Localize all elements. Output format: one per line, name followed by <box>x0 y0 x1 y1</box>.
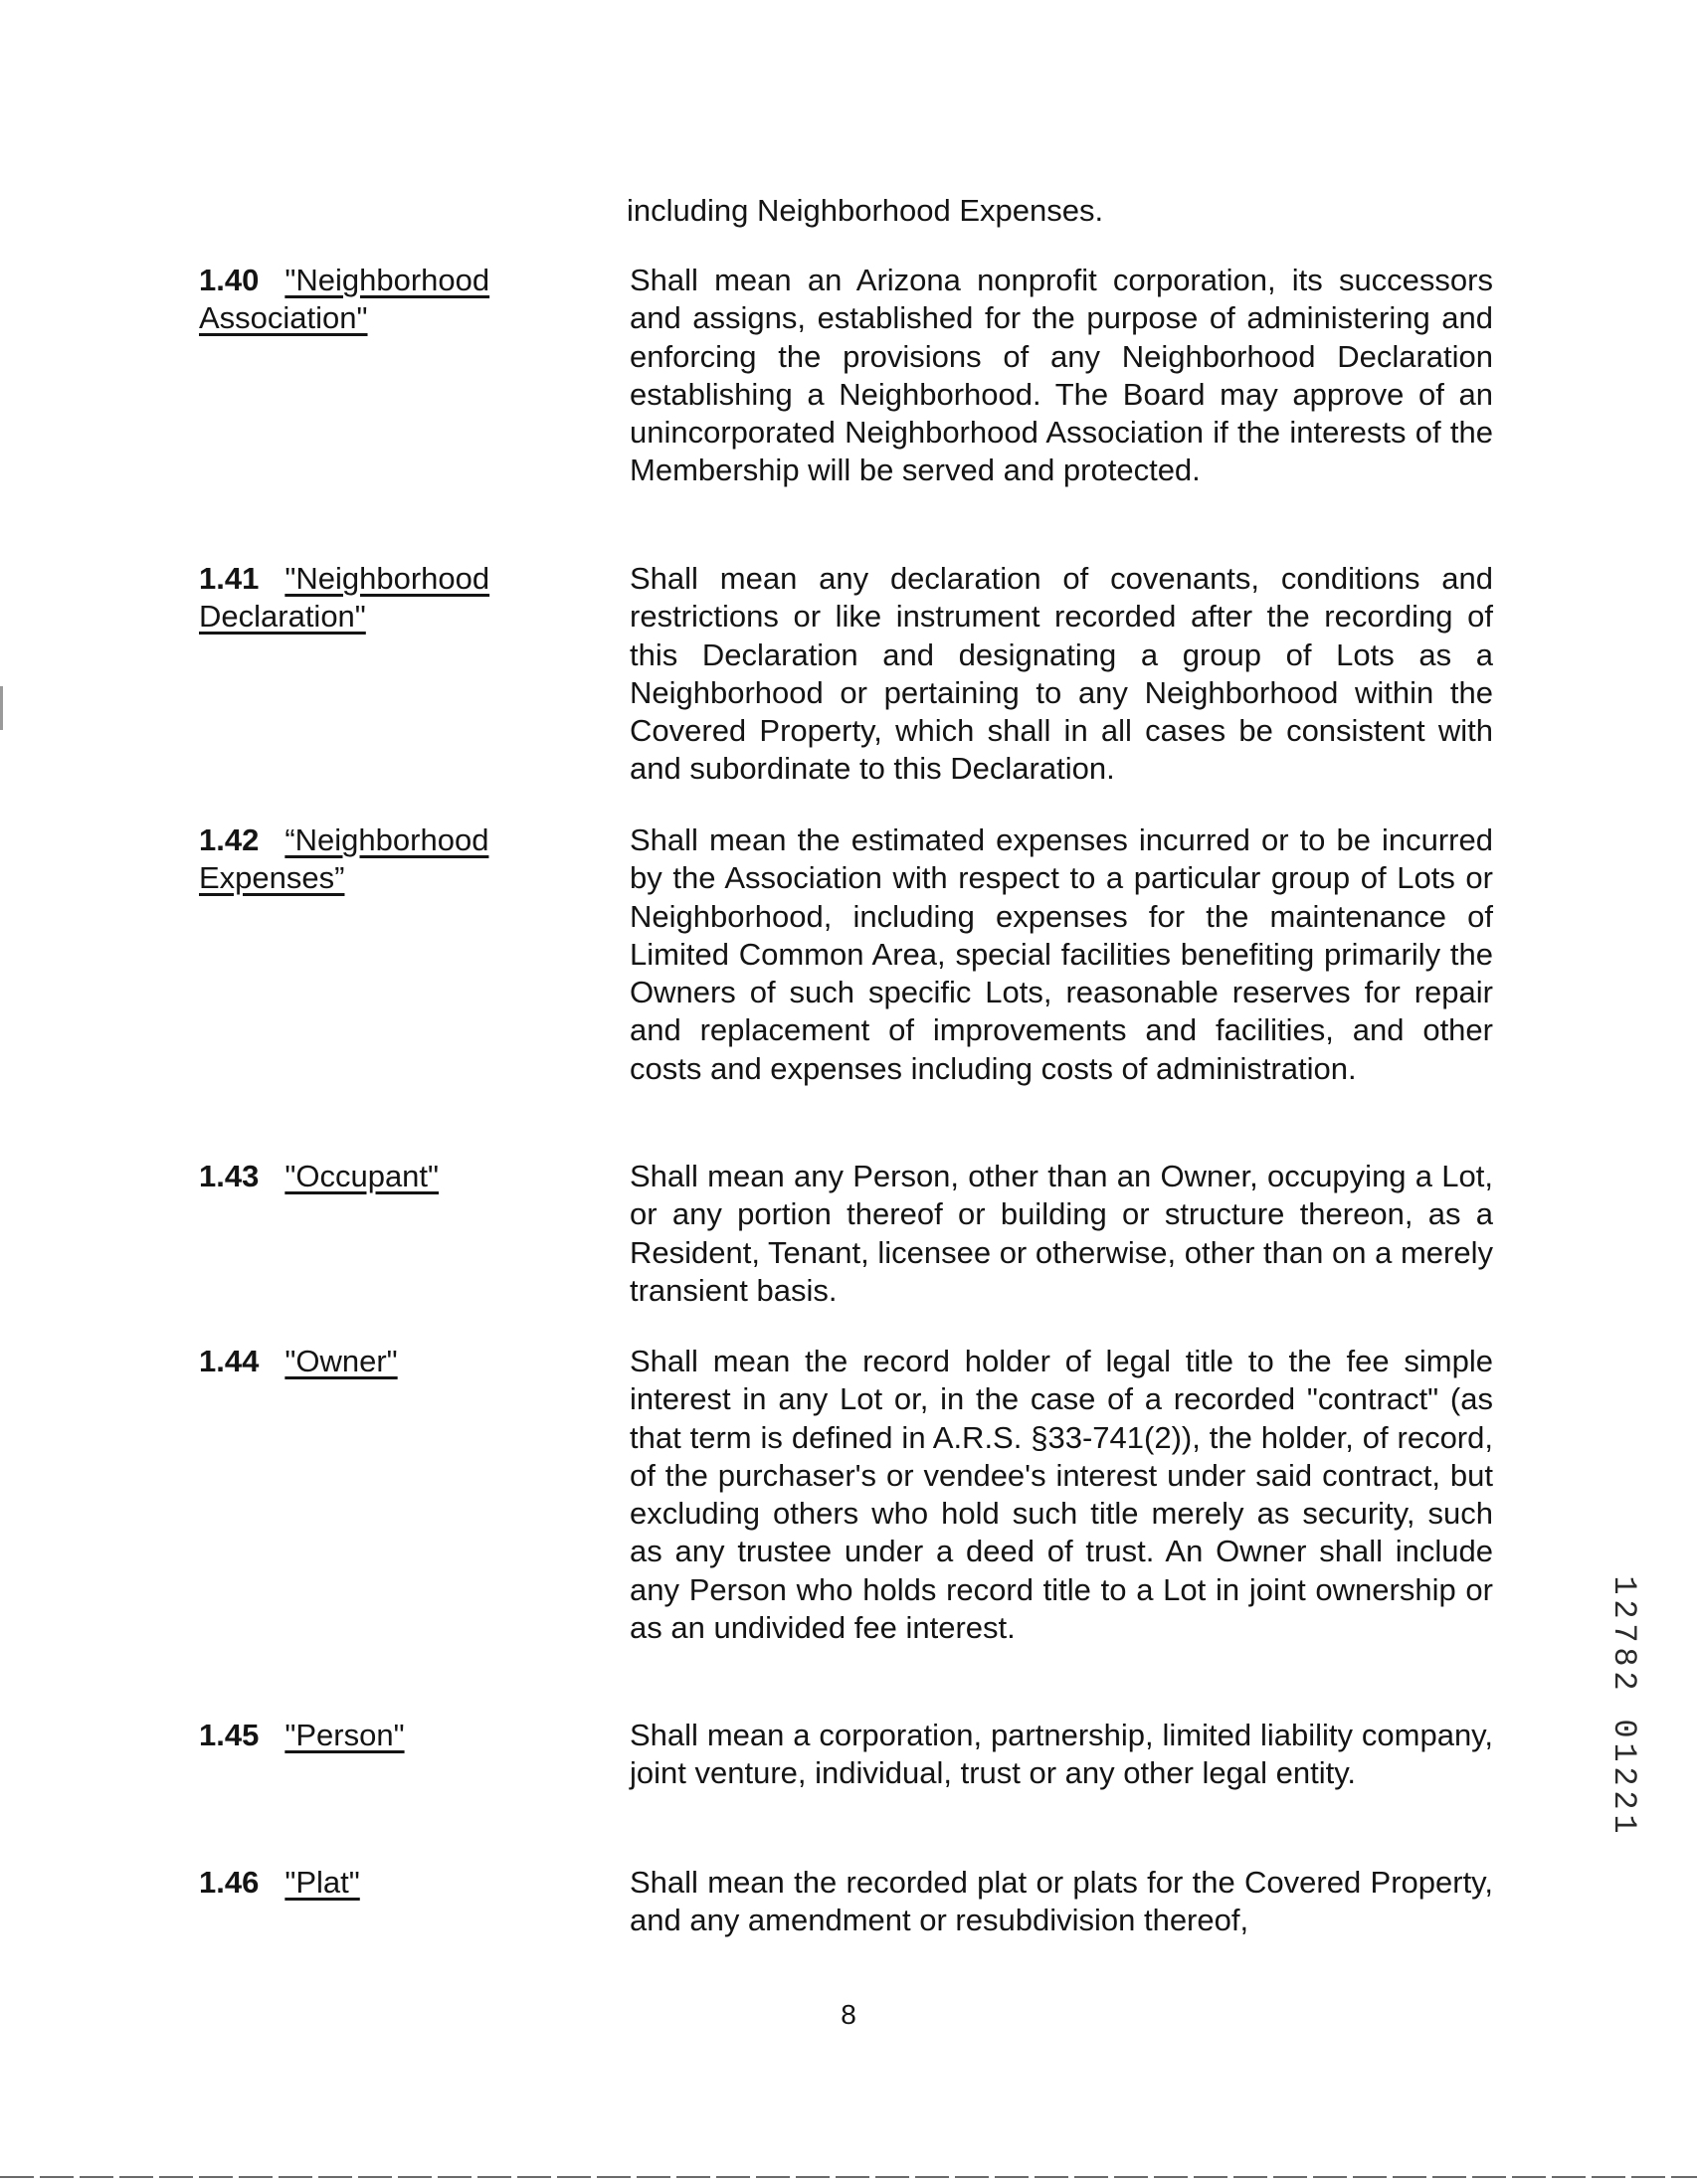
definition-number: 1.40 <box>199 263 260 297</box>
definition-number: 1.46 <box>199 1865 260 1900</box>
definition-term <box>199 1343 537 1380</box>
document-stamp <box>1603 1573 1643 1836</box>
definition-term <box>199 1717 537 1754</box>
definition-number: 1.41 <box>199 561 260 596</box>
definition-term <box>199 262 537 337</box>
definition-term-text: "Occupant" <box>284 1159 440 1193</box>
page-number: 8 <box>841 1999 856 2030</box>
stamp-character: 0 <box>1605 1719 1642 1738</box>
definition-body: Shall mean any declaration of covenants, conditions and restrictions or like instrument recorded after the recording of this Declaration and designating a group of Lots as a Neighborhood or pertaining to any Neighborhood within the Covered Property, which shall in all cases be consistent with and subordinate to this Declaration. <box>630 561 1493 787</box>
definition-term-text: "Person" <box>284 1718 405 1752</box>
definition-term-text: "Owner" <box>284 1344 398 1378</box>
definition-number: 1.44 <box>199 1344 260 1378</box>
definition-body: Shall mean a corporation, partnership, limited liability company, joint venture, individual, trust or any other legal entity. <box>630 1718 1493 1791</box>
stamp-character: 1 <box>1605 1742 1642 1762</box>
definition-body: Shall mean the recorded plat or plats for the Covered Property, and any amendment or resubdivision thereof, <box>630 1865 1493 1938</box>
scan-margin-mark <box>0 686 3 730</box>
definition-number: 1.43 <box>199 1159 260 1193</box>
definition-term <box>199 1158 537 1195</box>
definition-term <box>199 560 537 636</box>
definition-term-text: "Neighborhood Association" <box>199 263 490 335</box>
stamp-character: 2 <box>1605 1766 1642 1786</box>
stamp-character: 1 <box>1605 1575 1642 1595</box>
definition-term <box>199 1864 537 1902</box>
definition-body: Shall mean the estimated expenses incurred or to be incurred by the Association with respect to a particular group of Lots or Neighborhood, including expenses for the maintenance of Limited Common Area, special facilities benefiting primarily the Owners of such specific Lots, reasonable reserves for repair and replacement of improvements and facilities, and other costs and expenses including costs of administration. <box>630 822 1493 1086</box>
definition-term <box>199 821 537 897</box>
stamp-character: 2 <box>1605 1671 1642 1691</box>
stamp-character: 8 <box>1605 1647 1642 1667</box>
definition-body: Shall mean the record holder of legal title to the fee simple interest in any Lot or, in the case of a recorded "contract" (as that term is defined in A.R.S. §33-741(2)), the holder, of record, of the purchaser's or vendee's interest under said contract, but excluding others who hold such title merely as security, such as any trustee under a deed of trust. An Owner shall include any Person who holds record title to a Lot in joint ownership or as an undivided fee interest. <box>630 1344 1493 1646</box>
definition-body: Shall mean an Arizona nonprofit corporation, its successors and assigns, established for the purpose of administering and enforcing the provisions of any Neighborhood Declaration establishing a Neighborhood. The Board may approve of an unincorporated Neighborhood Association if the interests of the Membership will be served and protected. <box>630 263 1493 488</box>
stamp-character: 2 <box>1605 1599 1642 1619</box>
definition-term-text: "Plat" <box>284 1865 360 1900</box>
definition-body: Shall mean any Person, other than an Owner, occupying a Lot, or any portion thereof or building or structure thereon, as a Resident, Tenant, licensee or otherwise, other than on a merely transient basis. <box>630 1159 1493 1308</box>
stamp-character: 1 <box>1605 1814 1642 1834</box>
stamp-character: 2 <box>1605 1790 1642 1810</box>
continuation-text: including Neighborhood Expenses. <box>627 193 1104 228</box>
definition-term-text: “Neighborhood Expenses” <box>199 822 489 895</box>
definition-number: 1.42 <box>199 822 260 857</box>
stamp-character: 7 <box>1605 1623 1642 1643</box>
scan-bottom-edge <box>0 2176 1697 2178</box>
definition-number: 1.45 <box>199 1718 260 1752</box>
definition-term-text: "Neighborhood Declaration" <box>199 561 490 634</box>
